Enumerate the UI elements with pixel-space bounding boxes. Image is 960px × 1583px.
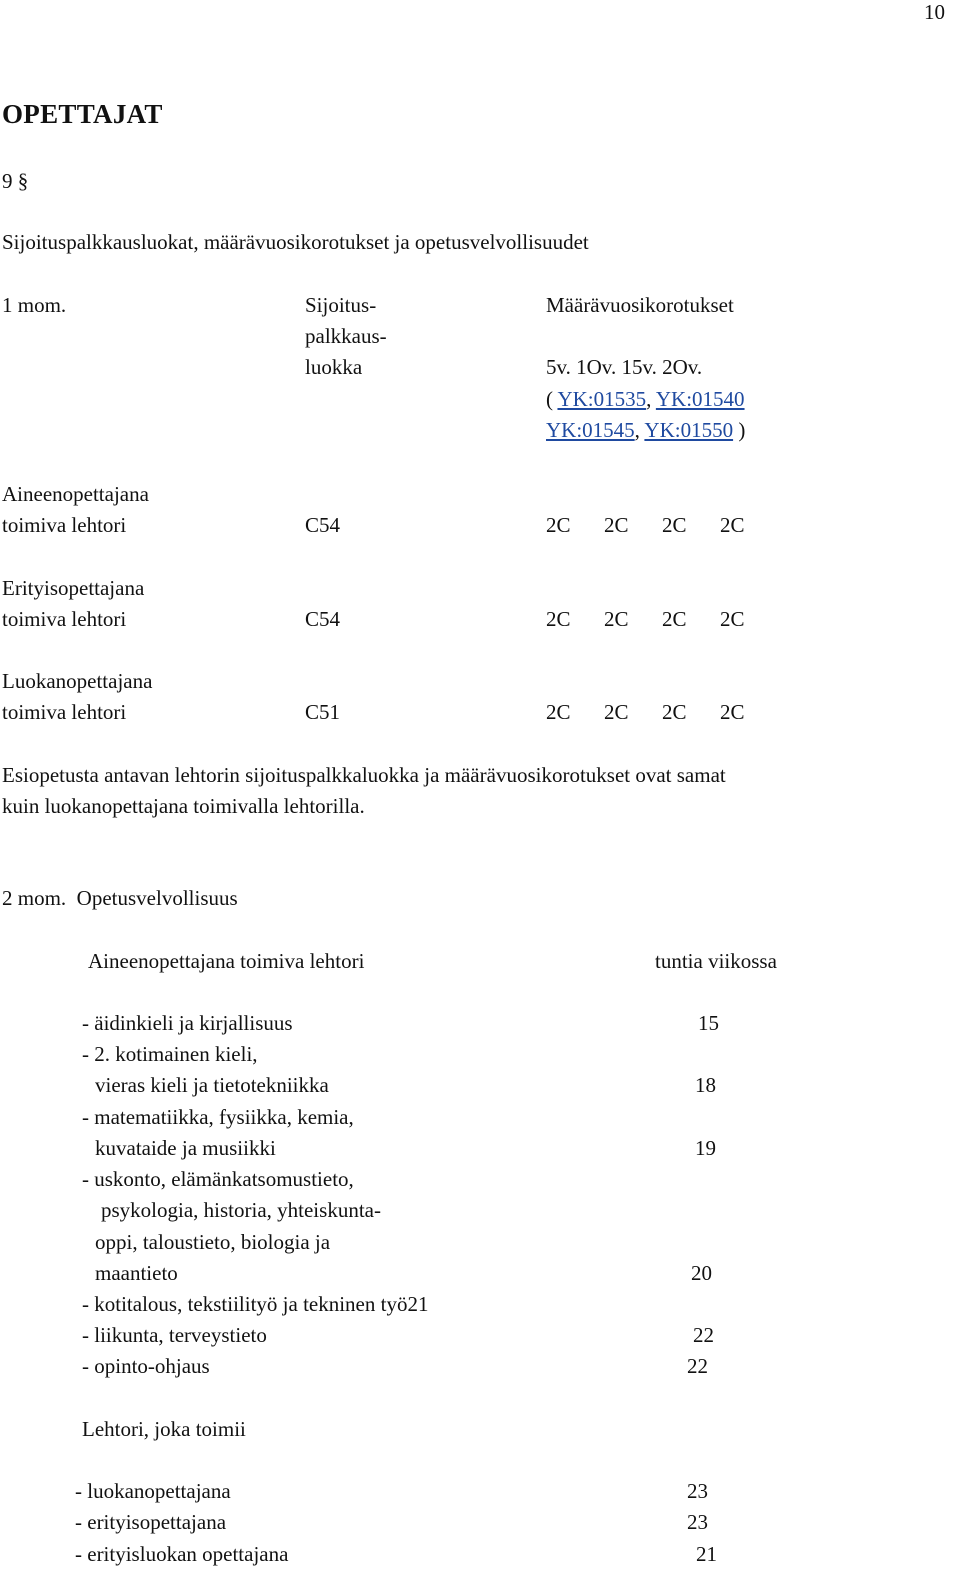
list-item: psykologia, historia, yhteiskunta- — [101, 1198, 381, 1222]
row-title-line1: Erityisopettajana — [2, 576, 145, 600]
list-item-hours: 23 — [687, 1479, 708, 1503]
list-item: - 2. kotimainen kieli, — [82, 1042, 258, 1066]
row-increment: 2C — [604, 513, 629, 537]
list-item: vieras kieli ja tietotekniikka — [95, 1073, 329, 1097]
mom2-label: 2 mom. Opetusvelvollisuus — [2, 886, 238, 910]
row-increment: 2C — [604, 700, 629, 724]
row-increment: 2C — [662, 607, 687, 631]
list-item: kuvataide ja musiikki — [95, 1136, 276, 1160]
list-item: - liikunta, terveystieto — [82, 1323, 267, 1347]
list-item-hours: 23 — [687, 1510, 708, 1534]
link-yk01535[interactable]: YK:01535 — [557, 387, 647, 411]
list-item: oppi, taloustieto, biologia ja — [95, 1230, 331, 1254]
mom1-label: 1 mom. — [2, 293, 67, 317]
separator: , — [634, 418, 645, 442]
paren-open: ( — [546, 387, 558, 411]
page-number: 10 — [924, 0, 945, 24]
row-title-line1: Luokanopettajana — [2, 669, 153, 693]
note-line1: Esiopetusta antavan lehtorin sijoituspalkkaluokka ja määrävuosikorotukset ovat samat — [2, 763, 726, 787]
link-yk01540[interactable]: YK:01540 — [655, 387, 745, 411]
row-increment: 2C — [662, 513, 687, 537]
list-item: - äidinkieli ja kirjallisuus — [82, 1011, 293, 1035]
list-item-hours: 15 — [698, 1011, 719, 1035]
paren-close: ) — [733, 418, 746, 442]
row-increment: 2C — [720, 513, 745, 537]
placement-header-line1: Sijoitus- — [305, 293, 377, 317]
list-item: - erityisopettajana — [75, 1510, 227, 1534]
row-increment: 2C — [604, 607, 629, 631]
list-item: - uskonto, elämänkatsomustieto, — [82, 1167, 354, 1191]
row-placement-class: C54 — [305, 607, 341, 631]
list-item-hours: 18 — [695, 1073, 716, 1097]
teaching-load-col-left: Aineenopettajana toimiva lehtori — [88, 949, 365, 973]
row-increment: 2C — [546, 607, 571, 631]
row-increment: 2C — [720, 607, 745, 631]
page-title: OPETTAJAT — [2, 99, 163, 129]
list-item: - matematiikka, fysiikka, kemia, — [82, 1105, 354, 1129]
teaching-load-col-right: tuntia viikossa — [655, 949, 777, 973]
list-item: - opinto-ohjaus — [82, 1354, 210, 1378]
lecturer-heading: Lehtori, joka toimii — [82, 1417, 246, 1441]
row-placement-class: C51 — [305, 700, 341, 724]
list-item: - kotitalous, tekstiilityö ja tekninen työ21 — [82, 1292, 429, 1316]
list-item: maantieto — [95, 1261, 178, 1285]
increments-header: Määrävuosikorotukset — [546, 293, 734, 317]
row-increment: 2C — [720, 700, 745, 724]
row-increment: 2C — [546, 700, 571, 724]
section-number: 9 § — [2, 169, 29, 193]
placement-header-line2: palkkaus- — [305, 324, 387, 348]
row-title-line2: toimiva lehtori — [2, 513, 127, 537]
section-subtitle: Sijoituspalkkausluokat, määrävuosikorotukset ja opetusvelvollisuudet — [2, 230, 589, 254]
link-yk01545[interactable]: YK:01545 — [546, 418, 635, 442]
list-item-hours: 19 — [695, 1136, 716, 1160]
list-item-hours: 20 — [691, 1261, 712, 1285]
reference-links-line1 — [546, 389, 745, 410]
row-increment: 2C — [662, 700, 687, 724]
list-item-hours: 21 — [696, 1542, 717, 1566]
row-placement-class: C54 — [305, 513, 341, 537]
row-title-line2: toimiva lehtori — [2, 700, 127, 724]
placement-header-line3: luokka — [305, 355, 363, 379]
list-item-hours: 22 — [687, 1354, 708, 1378]
link-yk01550[interactable]: YK:01550 — [644, 418, 734, 442]
list-item-hours: 22 — [693, 1323, 714, 1347]
note-line2: kuin luokanopettajana toimivalla lehtorilla. — [2, 794, 365, 818]
row-title-line1: Aineenopettajana — [2, 482, 149, 506]
separator: , — [646, 387, 656, 411]
row-increment: 2C — [546, 513, 571, 537]
row-title-line2: toimiva lehtori — [2, 607, 127, 631]
list-item: - luokanopettajana — [75, 1479, 231, 1503]
list-item: - erityisluokan opettajana — [75, 1542, 289, 1566]
reference-links-line2 — [546, 420, 745, 441]
increment-years: 5v. 1Ov. 15v. 2Ov. — [546, 355, 703, 379]
